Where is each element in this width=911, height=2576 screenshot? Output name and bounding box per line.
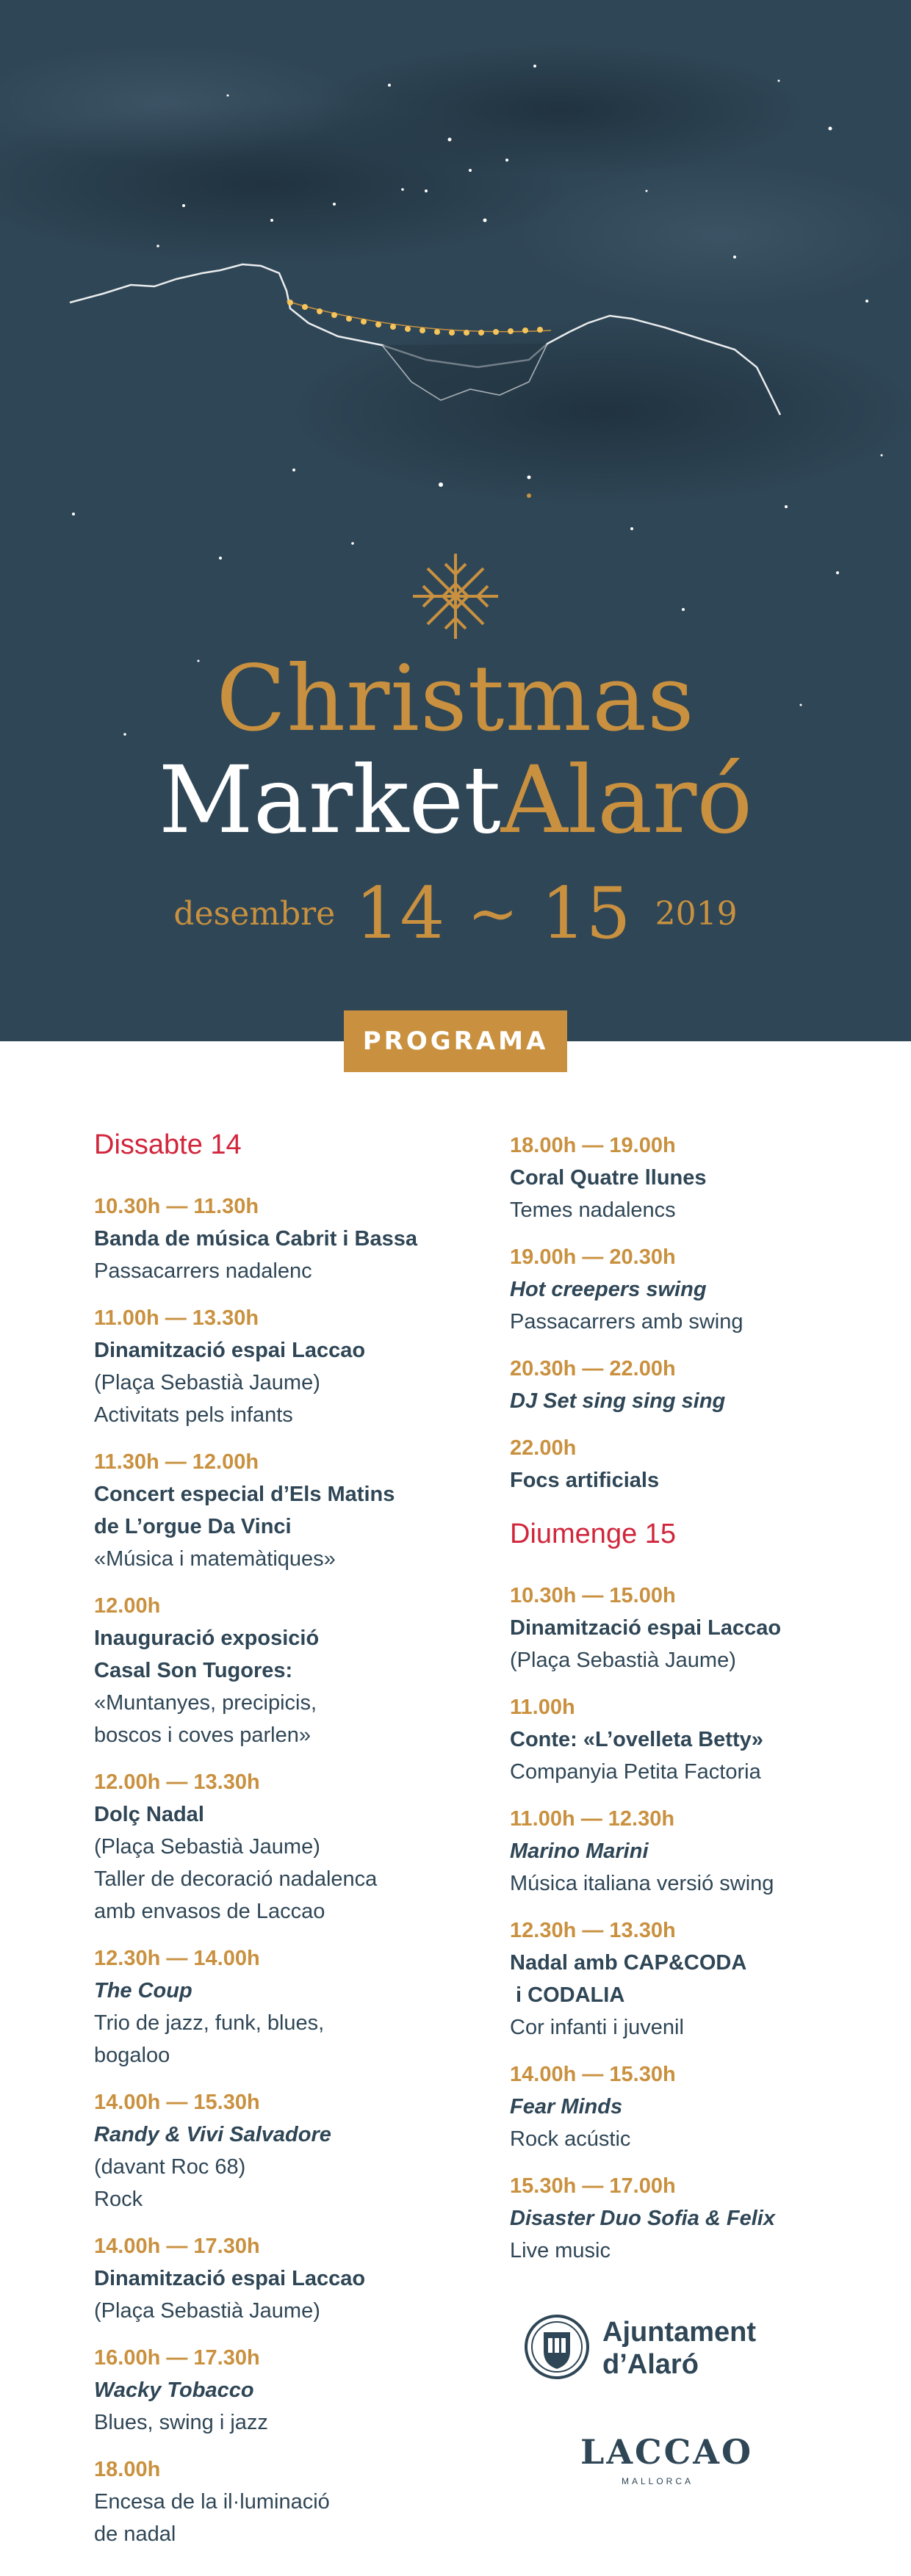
entry-desc: Rock <box>94 2188 143 2211</box>
date-separator: ~ <box>467 878 519 949</box>
entry-desc: Activitats pels infants <box>94 1403 293 1427</box>
entry-time: 10.30h — 15.00h <box>510 1584 676 1607</box>
entry-title: Inauguració exposició <box>94 1627 320 1650</box>
entry-desc: (Plaça Sebastià Jaume) <box>94 1371 320 1394</box>
schedule-entry <box>94 2230 476 2327</box>
coat-of-arms-icon <box>523 2310 591 2384</box>
entry-desc: (Plaça Sebastià Jaume) <box>94 1835 320 1859</box>
title-christmas: Christmas <box>216 646 695 752</box>
event-dates <box>0 872 911 960</box>
entry-title: Wacky Tobacco <box>94 2378 254 2402</box>
entry-title: Dolç Nadal <box>94 1803 204 1826</box>
entry-time: 11.00h — 12.30h <box>510 1807 675 1831</box>
cloud <box>514 162 911 308</box>
schedule-entry <box>510 1803 892 1900</box>
entry-desc: «Muntanyes, precipicis, <box>94 1691 317 1715</box>
laccao-wordmark: LACCAO <box>580 2432 754 2472</box>
schedule-entry <box>94 1766 476 1928</box>
entry-time: 20.30h — 22.00h <box>510 1357 676 1381</box>
laccao-logo <box>580 2416 754 2497</box>
entry-desc: Encesa de la il·luminació <box>94 2490 330 2514</box>
programa-badge: PROGRAMA <box>344 1010 567 1072</box>
title-market-alaro <box>0 746 911 854</box>
day-heading-saturday: Dissabte 14 <box>94 1129 242 1160</box>
entry-time: 22.00h <box>510 1436 577 1460</box>
schedule-entry <box>510 1241 892 1338</box>
entry-title: de L’orgue Da Vinci <box>94 1515 292 1538</box>
entry-time: 11.30h — 12.00h <box>94 1450 259 1474</box>
entry-desc: «Música i matemàtiques» <box>94 1547 336 1571</box>
entry-title: Hot creepers swing <box>510 1278 707 1301</box>
schedule-entry <box>94 1446 476 1575</box>
schedule-entry <box>94 2342 476 2439</box>
entry-desc: Taller de decoració nadalenca <box>94 1867 378 1891</box>
entry-title: Concert especial d’Els Matins <box>94 1483 395 1506</box>
entry-desc: de nadal <box>94 2522 176 2546</box>
entry-desc: Companyia Petita Factoria <box>510 1760 761 1784</box>
schedule-entry <box>510 1914 892 2044</box>
date-month: desembre <box>173 894 336 933</box>
golden-star <box>527 493 531 498</box>
entry-title: Banda de música Cabrit i Bassa <box>94 1227 417 1251</box>
entry-time: 12.30h — 14.00h <box>94 1947 260 1970</box>
schedule-entry <box>94 1590 476 1751</box>
entry-title: Nadal amb CAP&CODA <box>510 1951 747 1975</box>
entry-title: Dinamització espai Laccao <box>94 2267 366 2290</box>
entry-desc: amb envasos de Laccao <box>94 1900 325 1923</box>
day-heading-sunday: Diumenge 15 <box>510 1519 677 1549</box>
schedule-entry <box>510 1580 892 1676</box>
schedule-entry <box>510 1129 892 1226</box>
entry-desc: Passacarrers nadalenc <box>94 1259 312 1283</box>
entry-title: Disaster Duo Sofia & Felix <box>510 2207 775 2230</box>
date-start: 14 <box>355 872 445 955</box>
entry-desc: boscos i coves parlen» <box>94 1723 311 1747</box>
entry-time: 15.30h — 17.00h <box>510 2174 676 2198</box>
entry-title: Coral Quatre llunes <box>510 1166 707 1190</box>
entry-desc: bogaloo <box>94 2044 170 2067</box>
ajuntament-line2: d’Alaró <box>602 2349 699 2380</box>
date-end: 15 <box>541 872 631 955</box>
schedule-entry <box>94 1302 476 1431</box>
entry-time: 14.00h — 15.30h <box>94 2091 260 2114</box>
schedule-entry <box>94 2453 476 2550</box>
schedule-entry <box>510 1432 892 1497</box>
entry-desc: Live music <box>510 2239 611 2262</box>
entry-time: 18.00h — 19.00h <box>510 1134 676 1157</box>
entry-desc: Rock acústic <box>510 2127 631 2151</box>
entry-desc: Passacarrers amb swing <box>510 1310 743 1334</box>
entry-title: Marino Marini <box>510 1839 649 1863</box>
entry-time: 19.00h — 20.30h <box>510 1245 676 1269</box>
entry-desc: Blues, swing i jazz <box>94 2411 268 2434</box>
entry-time: 16.00h — 17.30h <box>94 2346 260 2370</box>
ajuntament-line1: Ajuntament <box>602 2317 756 2348</box>
entry-time: 18.00h <box>94 2458 161 2481</box>
entry-time: 12.00h — 13.30h <box>94 1770 260 1794</box>
entry-desc: Temes nadalencs <box>510 1198 676 1222</box>
entry-time: 11.00h <box>510 1696 575 1719</box>
schedule-entry <box>94 1190 476 1287</box>
schedule-entry <box>94 1942 476 2072</box>
title-alaro: Alaró <box>500 746 753 854</box>
schedule-left-column <box>94 1129 476 2565</box>
schedule-entry <box>510 1691 892 1788</box>
entry-title: i CODALIA <box>510 1983 625 2007</box>
entry-time: 14.00h — 15.30h <box>510 2063 676 2086</box>
entry-desc: (Plaça Sebastià Jaume) <box>94 2299 320 2323</box>
entry-time: 14.00h — 17.30h <box>94 2235 260 2258</box>
entry-title: Focs artificials <box>510 1469 660 1492</box>
entry-time: 12.00h <box>94 1594 161 1618</box>
entry-time: 12.30h — 13.30h <box>510 1919 676 1942</box>
entry-title: Dinamització espai Laccao <box>510 1616 782 1640</box>
entry-desc: (Plaça Sebastià Jaume) <box>510 1649 736 1672</box>
title-market: Market <box>158 746 501 854</box>
entry-title: Conte: «L’ovelleta Betty» <box>510 1728 763 1751</box>
schedule-right-column <box>510 1129 892 2282</box>
snowflake-icon <box>413 554 498 639</box>
entry-desc: Trio de jazz, funk, blues, <box>94 2011 325 2035</box>
schedule-entry <box>510 2058 892 2155</box>
entry-time: 11.00h — 13.30h <box>94 1306 259 1330</box>
schedule-entry <box>94 2086 476 2215</box>
laccao-subtitle: MALLORCA <box>621 2476 694 2486</box>
entry-desc: Cor infanti i juvenil <box>510 2016 684 2039</box>
entry-desc: Música italiana versió swing <box>510 1872 774 1895</box>
entry-time: 10.30h — 11.30h <box>94 1195 259 1218</box>
entry-title: Fear Minds <box>510 2095 623 2119</box>
entry-title: Casal Son Tugores: <box>94 1659 293 1682</box>
entry-title: Randy & Vivi Salvadore <box>94 2123 331 2146</box>
schedule-entry <box>510 1353 892 1417</box>
hero-banner <box>0 0 911 1041</box>
ajuntament-logo <box>523 2310 832 2391</box>
date-year: 2019 <box>655 894 738 933</box>
entry-title: The Coup <box>94 1979 192 2002</box>
schedule-entry <box>510 2170 892 2267</box>
entry-desc: (davant Roc 68) <box>94 2155 246 2179</box>
ajuntament-name <box>602 2316 756 2381</box>
entry-title: Dinamització espai Laccao <box>94 1339 366 1362</box>
cloud <box>309 44 808 176</box>
entry-title: DJ Set sing sing sing <box>510 1389 726 1413</box>
